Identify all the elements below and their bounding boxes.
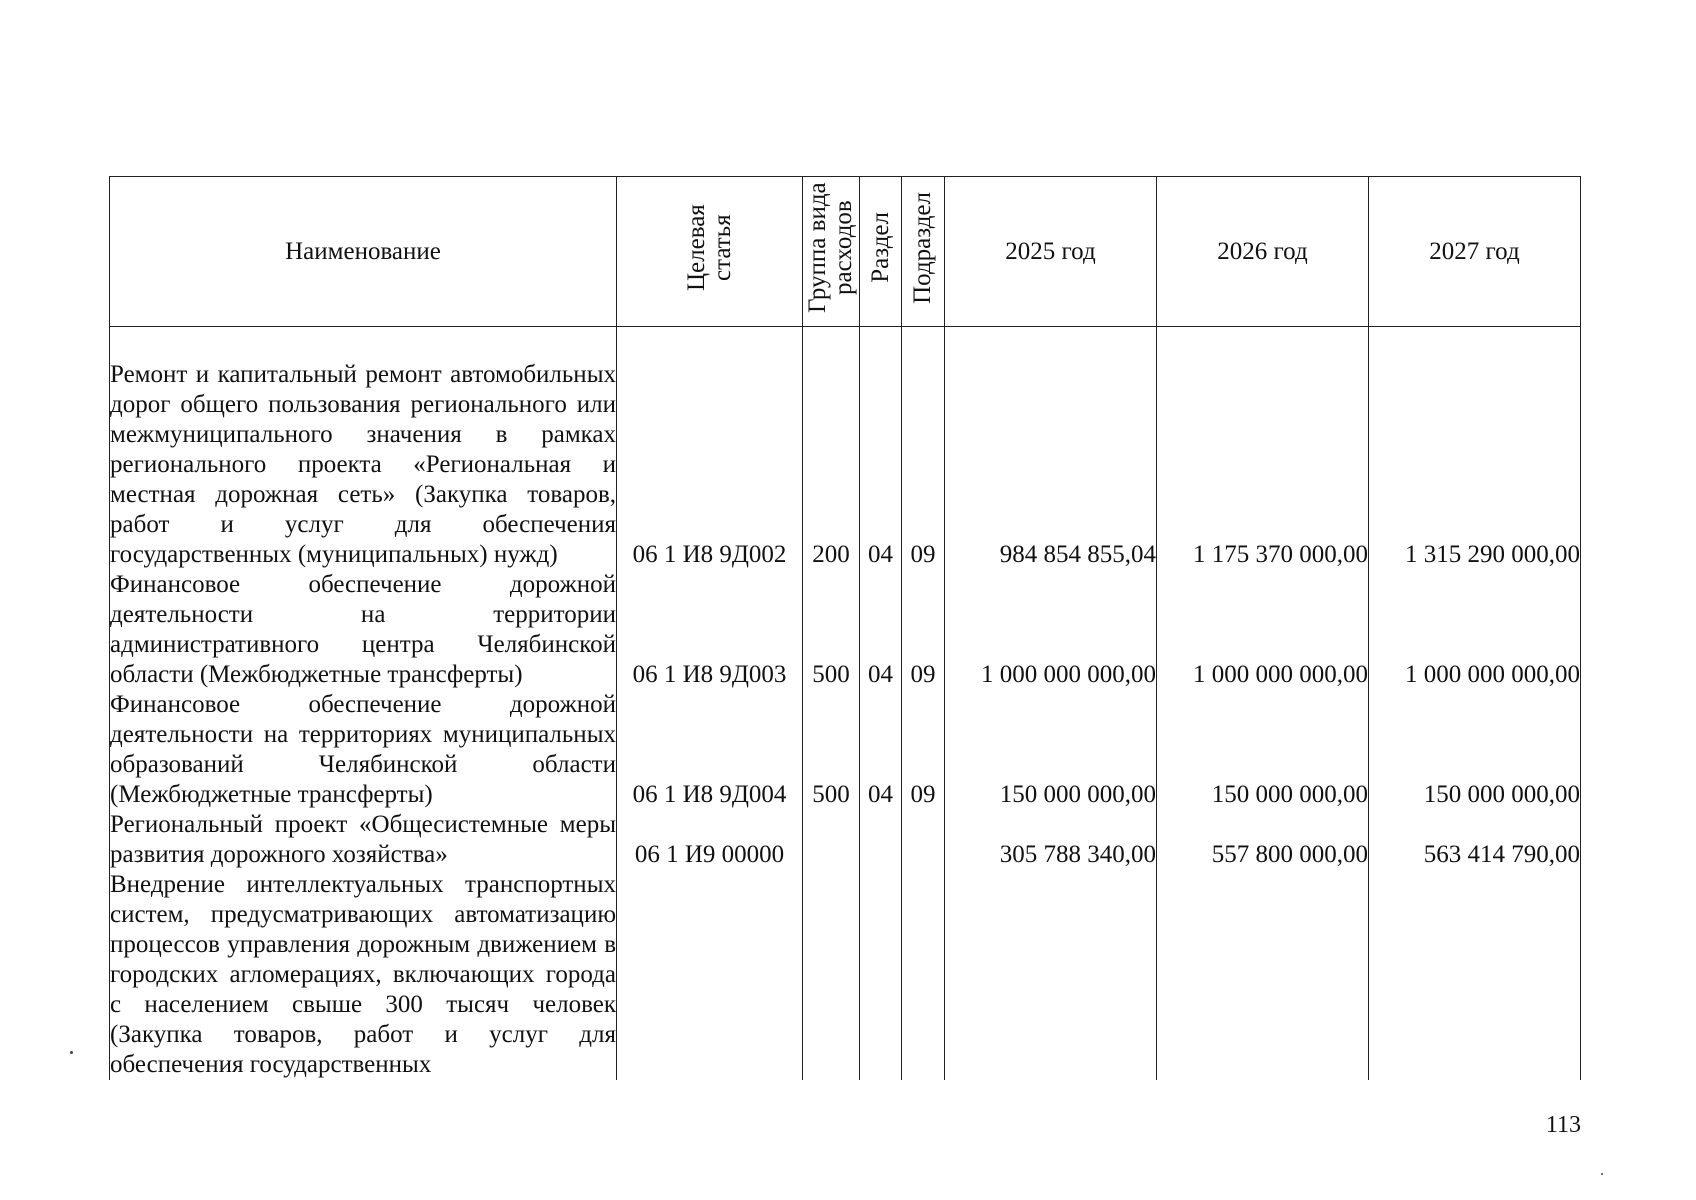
table-spacer xyxy=(110,327,1581,361)
table-row xyxy=(110,690,1581,810)
row-target-article: 06 1 И8 9Д003 xyxy=(617,570,803,690)
row-subsection: 09 xyxy=(902,570,945,690)
row-section: 04 xyxy=(860,570,902,690)
row-amount-2025: 150 000 000,00 xyxy=(945,690,1157,810)
row-amount-2025: 1 000 000 000,00 xyxy=(945,570,1157,690)
header-subsection: Подраздел xyxy=(902,177,945,327)
header-year-2027: 2027 год xyxy=(1369,177,1581,327)
table-row xyxy=(110,810,1581,870)
row-target-article xyxy=(617,870,803,1080)
row-amount-2025: 305 788 340,00 xyxy=(945,810,1157,870)
row-amount-2026: 1 000 000 000,00 xyxy=(1157,570,1369,690)
row-name: Финансовое обеспечение дорожной деятельности на территории административного центра Челябинской области (Межбюджетные трансферты) xyxy=(110,571,616,688)
row-section xyxy=(860,810,902,870)
row-name: Региональный проект «Общесистемные меры развития дорожного хозяйства» xyxy=(110,811,616,868)
row-name: Внедрение интеллектуальных транспортных систем, предусматривающих автоматизацию процессов управления дорожным движением в городских агломерациях, включающих города с населением свыше 300 тысяч человек (Закупка товаров, работ и услуг для обеспечения государственных xyxy=(110,871,616,1078)
row-target-article: 06 1 И8 9Д002 xyxy=(617,360,803,570)
row-subsection xyxy=(902,810,945,870)
row-section: 04 xyxy=(860,360,902,570)
row-expense-group: 500 xyxy=(803,690,860,810)
row-section xyxy=(860,870,902,1080)
row-amount-2027: 563 414 790,00 xyxy=(1369,810,1581,870)
row-amount-2027: 1 315 290 000,00 xyxy=(1369,360,1581,570)
row-subsection xyxy=(902,870,945,1080)
row-subsection: 09 xyxy=(902,360,945,570)
row-amount-2025 xyxy=(945,870,1157,1080)
row-subsection: 09 xyxy=(902,690,945,810)
row-amount-2026: 1 175 370 000,00 xyxy=(1157,360,1369,570)
row-amount-2027: 1 000 000 000,00 xyxy=(1369,570,1581,690)
row-target-article: 06 1 И9 00000 xyxy=(617,810,803,870)
row-expense-group: 500 xyxy=(803,570,860,690)
row-amount-2027: 150 000 000,00 xyxy=(1369,690,1581,810)
header-section: Раздел xyxy=(860,177,902,327)
header-target-article: Целевая статья xyxy=(617,177,803,327)
row-section: 04 xyxy=(860,690,902,810)
row-expense-group xyxy=(803,810,860,870)
table-row xyxy=(110,570,1581,690)
row-expense-group: 200 xyxy=(803,360,860,570)
row-amount-2027 xyxy=(1369,870,1581,1080)
table-row xyxy=(110,870,1581,1080)
scan-speck xyxy=(1601,1173,1603,1175)
header-year-2025: 2025 год xyxy=(945,177,1157,327)
table-header-row xyxy=(110,177,1581,327)
header-year-2026: 2026 год xyxy=(1157,177,1369,327)
scan-speck xyxy=(70,1051,73,1054)
budget-table xyxy=(109,176,1581,1080)
page-number: 113 xyxy=(1545,1112,1581,1138)
row-amount-2025: 984 854 855,04 xyxy=(945,360,1157,570)
row-amount-2026: 150 000 000,00 xyxy=(1157,690,1369,810)
header-name: Наименование xyxy=(110,177,617,327)
row-amount-2026: 557 800 000,00 xyxy=(1157,810,1369,870)
table-row xyxy=(110,360,1581,570)
row-name: Финансовое обеспечение дорожной деятельности на территориях муниципальных образований Челябинской области (Межбюджетные трансферты) xyxy=(110,691,616,808)
row-amount-2026 xyxy=(1157,870,1369,1080)
row-target-article: 06 1 И8 9Д004 xyxy=(617,690,803,810)
header-expense-group: Группа вида расходов xyxy=(803,177,860,327)
row-name: Ремонт и капитальный ремонт автомобильных дорог общего пользования регионального или межмуниципального значения в рамках регионального проекта «Региональная и местная дорожная сеть» (Закупка товаров, работ и услуг для обеспечения государственных (муниципальных) нужд) xyxy=(110,361,616,568)
row-expense-group xyxy=(803,870,860,1080)
